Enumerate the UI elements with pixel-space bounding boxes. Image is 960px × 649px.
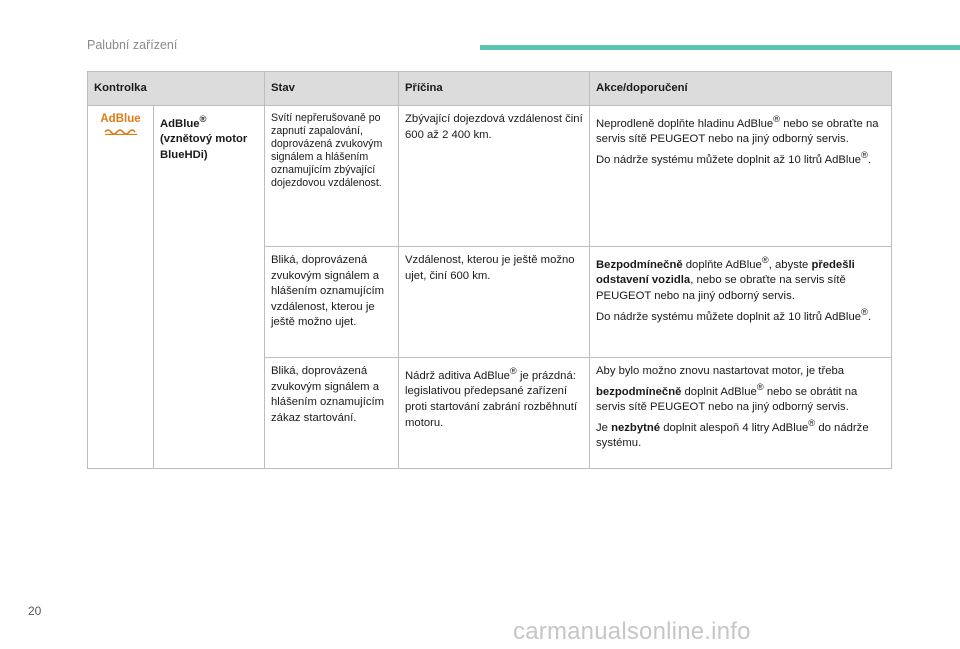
row2-action xyxy=(590,247,892,358)
section-accent-bar xyxy=(480,45,960,50)
row1-state: Svítí nepřerušovaně po zapnutí zapalování, doprovázená zvukovým signálem a hlášením oznamujícím zbývající dojezdovou vzdálenost. xyxy=(265,106,399,247)
row3-action xyxy=(590,358,892,469)
adblue-warning-icon xyxy=(100,112,140,135)
table-header-row xyxy=(88,72,892,106)
lamp-name-detail: (vznětový motor BlueHDi) xyxy=(160,133,248,161)
row2-action-p1: Bezpodmínečně doplňte AdBlue®, abyste předešli odstavení vozidla, nebo se obraťte na servis sítě PEUGEOT nebo na jiný odborný servis. xyxy=(596,254,855,302)
site-watermark: carmanualsonline.info xyxy=(513,618,751,645)
column-header-pricina: Příčina xyxy=(399,72,590,106)
row1-action xyxy=(590,106,892,247)
row3-action-p1: Aby bylo možno znovu nastartovat motor, je třeba bezpodmínečně doplnit AdBlue® nebo se obrátit na servis sítě PEUGEOT nebo na jiný odborný servis. xyxy=(596,365,858,413)
adblue-icon-text: AdBlue xyxy=(100,113,141,125)
wave-icon xyxy=(104,128,138,135)
lamp-icon-cell xyxy=(88,106,154,469)
row2-state: Bliká, doprovázená zvukovým signálem a hlášením oznamujícím vzdálenost, kterou je ještě možno ujet. xyxy=(265,247,399,358)
row3-cause: Nádrž aditiva AdBlue® je prázdná: legislativou předepsané zařízení proti startování zabrání rozběhnutí motoru. xyxy=(399,358,590,469)
table-row xyxy=(88,106,892,247)
column-header-kontrolka: Kontrolka xyxy=(88,72,265,106)
lamp-name-cell xyxy=(154,106,265,469)
row3-action-p2: Je nezbytné doplnit alespoň 4 litry AdBlue® do nádrže systému. xyxy=(596,416,869,449)
row2-action-p2: Do nádrže systému můžete doplnit až 10 litrů AdBlue®. xyxy=(596,305,872,323)
row1-action-p2: Do nádrže systému můžete doplnit až 10 litrů AdBlue®. xyxy=(596,148,872,166)
row1-cause: Zbývající dojezdová vzdálenost činí 600 až 2 400 km. xyxy=(399,106,590,247)
row3-state: Bliká, doprovázená zvukovým signálem a hlášením oznamujícím zákaz startování. xyxy=(265,358,399,469)
page-number: 20 xyxy=(28,604,42,618)
warning-lamp-table xyxy=(87,71,892,469)
row1-action-p1: Neprodleně doplňte hladinu AdBlue® nebo se obraťte na servis sítě PEUGEOT nebo na jiný odborný servis. xyxy=(596,113,879,146)
column-header-akce: Akce/doporučení xyxy=(590,72,892,106)
row2-cause: Vzdálenost, kterou je ještě možno ujet, činí 600 km. xyxy=(399,247,590,358)
section-title: Palubní zařízení xyxy=(87,38,178,52)
column-header-stav: Stav xyxy=(265,72,399,106)
lamp-name: AdBlue® xyxy=(160,113,207,130)
